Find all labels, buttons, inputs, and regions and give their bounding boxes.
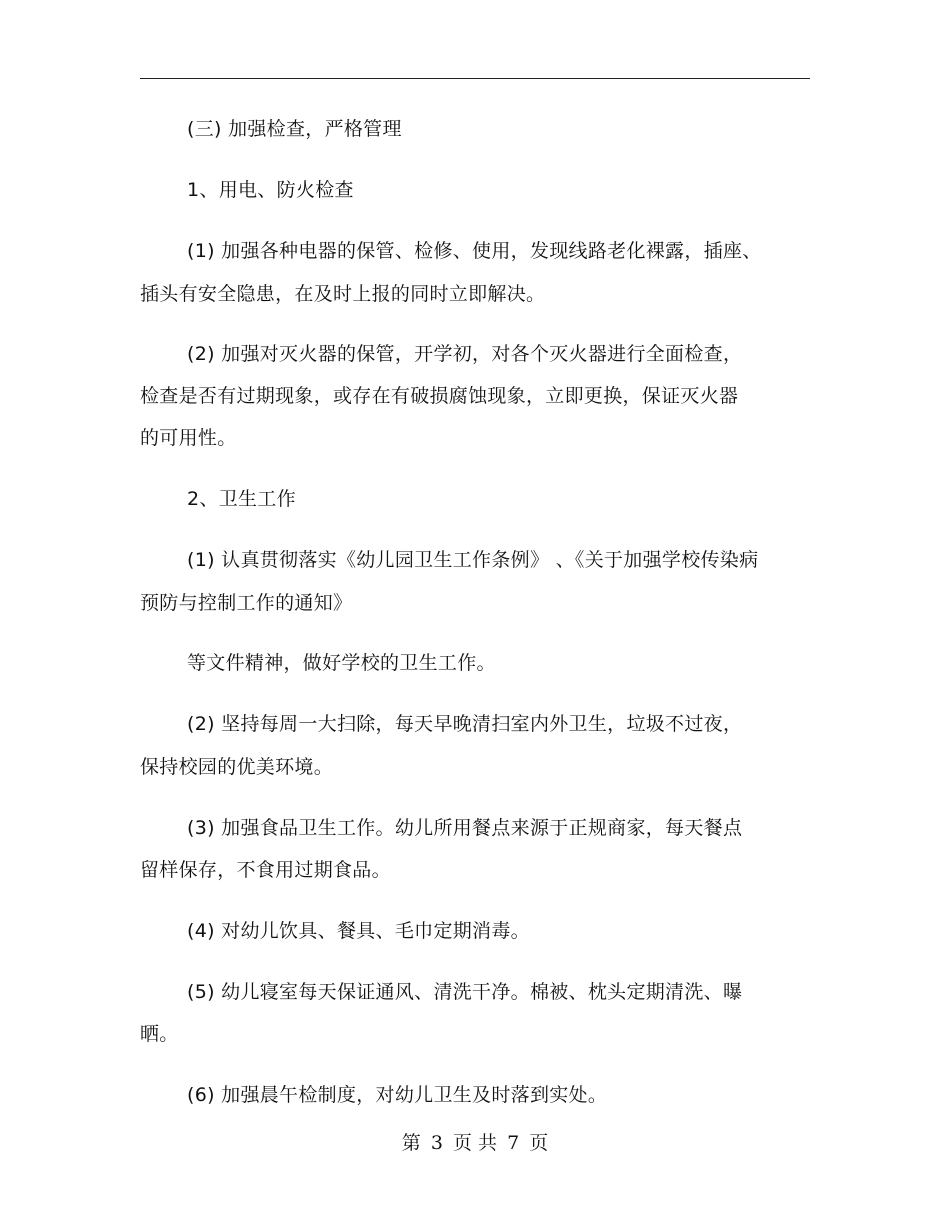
section-heading-inspection: (三) 加强检查，严格管理 [187,118,402,140]
subheading-electricity-fire: 1、用电、防火检查 [187,179,354,201]
paragraph-line: 晒。 [140,1023,179,1045]
paragraph-line: (2) 坚持每周一大扫除，每天早晚清扫室内外卫生，垃圾不过夜， [187,713,743,735]
header-rule [140,78,810,79]
paragraph-line: (3) 加强食品卫生工作。幼儿所用餐点来源于正规商家，每天餐点 [187,817,743,839]
paragraph-line: (4) 对幼儿饮具、餐具、毛巾定期消毒。 [187,920,530,942]
footer-page-number: 3 [430,1132,443,1154]
paragraph-line: 插头有安全隐患，在及时上报的同时立即解决。 [140,283,546,305]
paragraph-line: (1) 加强各种电器的保管、检修、使用，发现线路老化裸露，插座、 [187,240,762,262]
footer-middle: 页 共 [452,1132,498,1154]
paragraph-line: 预防与控制工作的通知》 [140,592,353,614]
footer-total-pages: 7 [507,1132,520,1154]
paragraph-line: 留样保存，不食用过期食品。 [140,859,391,881]
paragraph-line: 保持校园的优美环境。 [140,756,334,778]
subheading-hygiene: 2、卫生工作 [187,488,296,510]
paragraph-line: 的可用性。 [140,427,237,449]
paragraph-line: (1) 认真贯彻落实《幼儿园卫生工作条例》 、《关于加强学校传染病 [187,549,759,571]
paragraph-line: (5) 幼儿寝室每天保证通风、清洗干净。棉被、枕头定期清洗、曝 [187,981,743,1003]
paragraph-line: (2) 加强对灭火器的保管，开学初，对各个灭火器进行全面检查， [187,343,743,365]
footer-suffix: 页 [529,1132,549,1154]
footer-prefix: 第 [401,1132,421,1154]
page-footer [0,1131,950,1155]
paragraph-line: 检查是否有过期现象，或存在有破损腐蚀现象，立即更换，保证灭火器 [140,385,739,407]
paragraph-line: 等文件精神，做好学校的卫生工作。 [187,652,496,674]
paragraph-line: (6) 加强晨午检制度，对幼儿卫生及时落到实处。 [187,1084,608,1106]
